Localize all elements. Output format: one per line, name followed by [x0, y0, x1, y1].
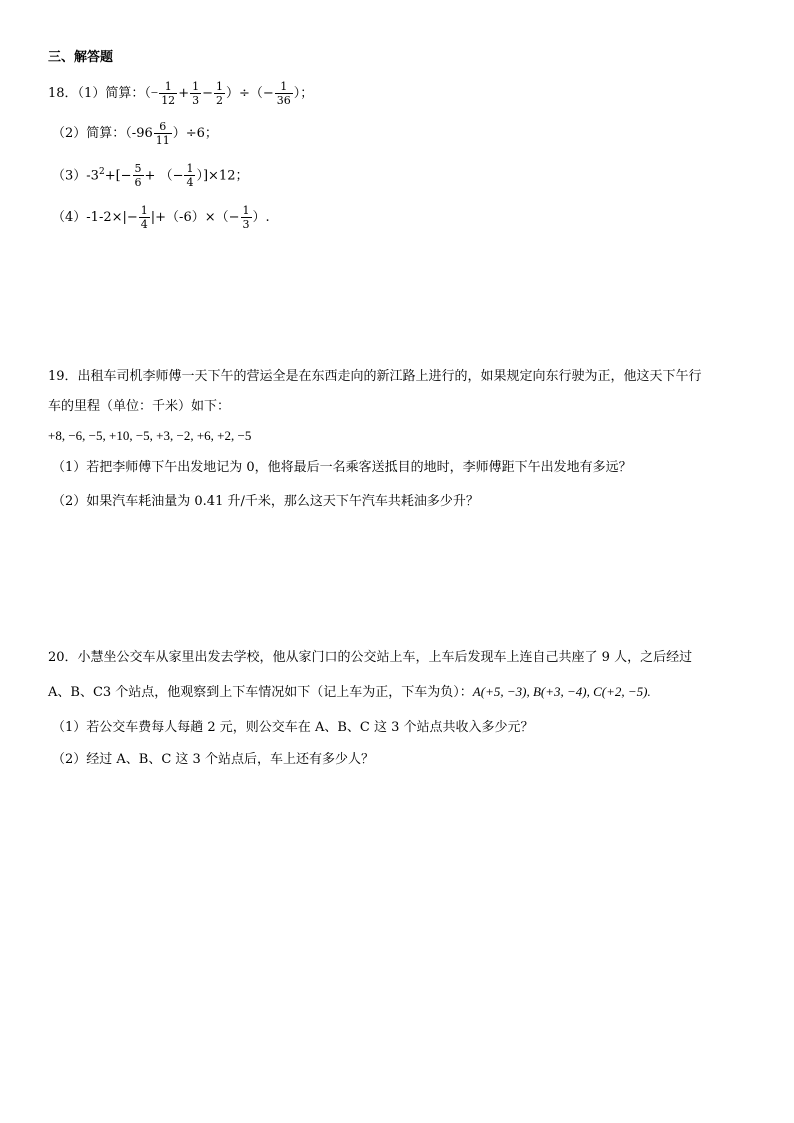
- q18-part1: [48, 80, 313, 107]
- q20-part2: （2）经过 A、B、C 这 3 个站点后，车上还有多少人？: [52, 752, 374, 767]
- q20-line2: [48, 682, 651, 703]
- expr-text: ）]×12；: [196, 168, 249, 184]
- expr-text: +[−: [104, 168, 132, 184]
- question-number: 18．: [48, 86, 78, 101]
- fraction: $\frac{6}{11}$: [155, 120, 170, 147]
- q18-part4: [52, 204, 270, 231]
- fraction: $\frac{1}{2}$: [216, 80, 223, 107]
- q19-part1: （1）若把李师傅下午出发地记为 0，他将最后一名乘客送抵目的地时，李师傅距下午出发地有多远？: [52, 460, 632, 475]
- expr-text: （-96: [125, 126, 153, 141]
- fraction: $\frac{1}{4}$: [186, 162, 194, 190]
- expr-text: ）.: [252, 210, 270, 225]
- section-title: 三、解答题: [48, 50, 114, 65]
- expr-text: -3: [86, 168, 99, 184]
- part-verb: 简算：: [105, 86, 145, 101]
- q20-part1: （1）若公交车费每人每趟 2 元，则公交车在 A、B、C 这 3 个站点共收入多少元？: [52, 720, 534, 735]
- part-label: （2）: [52, 126, 87, 141]
- expr-text: ）÷6；: [172, 126, 218, 141]
- q20-line2-text: A、B、C3 个站点，他观察到上下车情况如下（记上车为正，下车为负）：: [48, 685, 473, 700]
- expr-text: ）÷（−: [226, 86, 274, 101]
- q19-data: +8, −6, −5, +10, −5, +3, −2, +6, +2, −5: [48, 428, 252, 443]
- fraction: $\frac{1}{4}$: [140, 204, 148, 231]
- fraction: $\frac{5}{6}$: [134, 162, 142, 190]
- q18-part3: [52, 162, 248, 189]
- part-label: （3）: [52, 168, 87, 184]
- q19-line1: 19．出租车司机李师傅一天下午的营运全是在东西走向的新江路上进行的，如果规定向东行驶为正，他这天下午行: [48, 369, 702, 384]
- fraction: $\frac{1}{3}$: [192, 80, 200, 107]
- fraction: $\frac{1}{3}$: [242, 204, 250, 231]
- q18-part2: [52, 120, 218, 147]
- q20-line1: 20．小慧坐公交车从家里出发去学校，他从家门口的公交站上车，上车后发现车上连自己共座了 9 人，之后经过: [48, 650, 693, 665]
- q19-line2: 车的里程（单位：千米）如下：: [48, 399, 231, 414]
- fraction: $\frac{1}{36}$: [276, 80, 291, 107]
- expr-text: -1-2×|−: [86, 210, 138, 225]
- part-verb: 简算：: [86, 126, 126, 141]
- q19-part2: （2）如果汽车耗油量为 0.41 升/千米，那么这天下午汽车共耗油多少升？: [52, 494, 479, 509]
- expr-text: ）；: [293, 86, 314, 101]
- expr-text: −: [202, 86, 213, 101]
- expr-text: |+（-6）×（−: [150, 210, 240, 225]
- fraction: $\frac{1}{12}$: [161, 80, 176, 107]
- expr-text: + （−: [144, 168, 184, 184]
- q20-station-data: A(+5, −3), B(+3, −4), C(+2, −5).: [472, 684, 651, 699]
- expr-text: （−: [144, 85, 159, 100]
- part-label: （1）: [77, 86, 106, 101]
- expr-text: +: [178, 86, 190, 101]
- exponent: 2: [98, 167, 105, 177]
- part-label: （4）: [52, 210, 87, 225]
